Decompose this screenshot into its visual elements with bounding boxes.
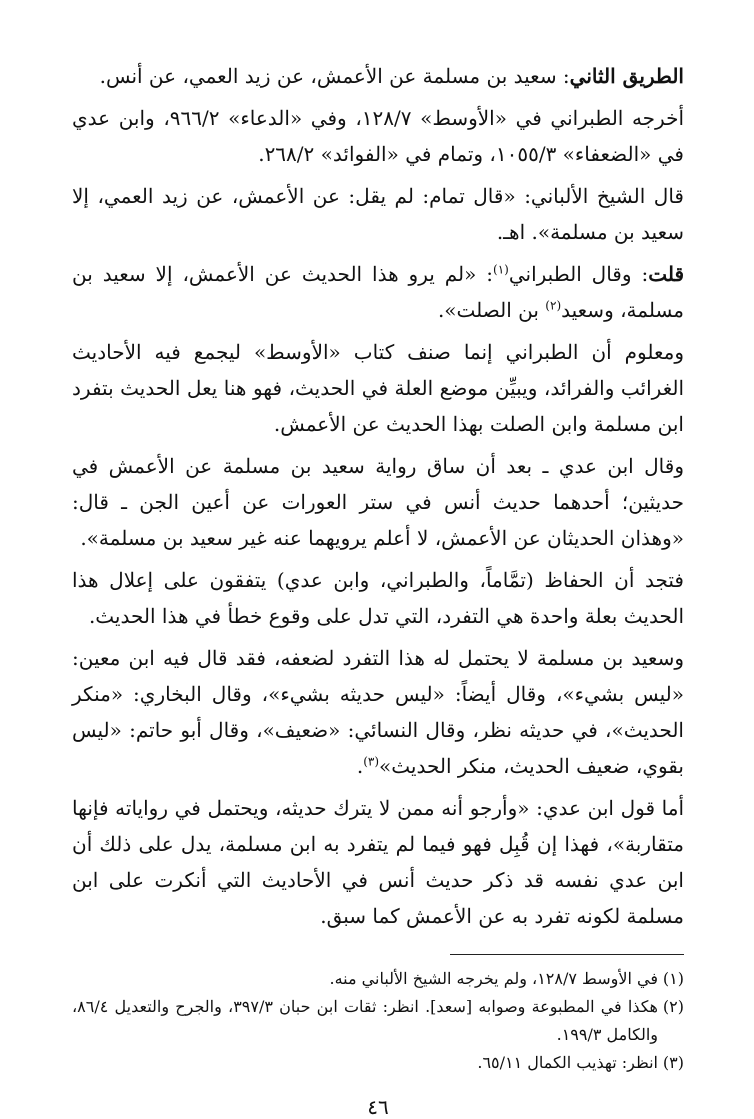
paragraph: وقال ابن عدي ـ بعد أن ساق رواية سعيد بن مسلمة عن الأعمش في حديثين؛ أحدهما حديث أنس في ستر العورات عن أعين الجن ـ قال: «وهذان الحديثان عن الأعمش، لا أعلم يرويهما عنه غير سعيد بن مسلمة». xyxy=(72,454,684,550)
paragraph xyxy=(72,640,684,784)
paragraph-lead: الطريق الثاني xyxy=(569,64,684,88)
paragraph: قال الشيخ الألباني: «قال تمام: لم يقل: عن الأعمش، عن زيد العمي، إلا سعيد بن مسلمة». اهـ. xyxy=(72,184,684,244)
footnote xyxy=(72,1049,684,1077)
paragraph-text: . xyxy=(356,754,364,778)
footnote xyxy=(72,965,684,993)
footnotes xyxy=(72,965,684,1077)
paragraph: أما قول ابن عدي: «وأرجو أنه ممن لا يترك حديثه، ويحتمل في رواياته فإنها متقاربة»، فهذا إن قُبِل فهو فيما لم يتفرد به ابن مسلمة، يدل على ذلك أن ابن عدي نفسه قد ذكر حديث أنس في الأحاديث التي أنكرت على ابن مسلمة لكونه تفرد به عن الأعمش كما سبق. xyxy=(72,796,684,928)
footnote-number: (٣) xyxy=(662,1053,684,1072)
paragraph xyxy=(72,256,684,328)
paragraph-text: بن الصلت». xyxy=(437,298,546,322)
paragraph: فتجد أن الحفاظ (تمَّاماً، والطبراني، وابن عدي) يتفقون على إعلال هذا الحديث بعلة واحدة هي التفرد، التي تدل على وقوع خطأ في هذا الحديث. xyxy=(72,568,684,628)
footnote-number: (١) xyxy=(662,969,684,988)
footnote-ref[interactable]: (١) xyxy=(493,262,509,277)
paragraph: أخرجه الطبراني في «الأوسط» ١٢٨/٧، وفي «الدعاء» ٩٦٦/٢، وابن عدي في «الضعفاء» ١٠٥٥/٣، وتمام في «الفوائد» ٢٦٨/٢. xyxy=(72,106,685,166)
footnote-text: انظر: تهذيب الكمال ٦٥/١١. xyxy=(477,1053,658,1072)
paragraph-lead: قلت xyxy=(648,262,685,286)
footnote-ref[interactable]: (٢) xyxy=(545,298,562,313)
footnote-ref[interactable]: (٣) xyxy=(363,754,380,769)
paragraph: ومعلوم أن الطبراني إنما صنف كتاب «الأوسط» ليجمع فيه الأحاديث الغرائب والفرائد، ويبيِّن موضع العلة في الحديث، فهو هنا يعل الحديث بتفرد ابن مسلمة وابن الصلت بهذا الحديث عن الأعمش. xyxy=(72,340,684,436)
paragraph-text: : «لم يرو هذا الحديث عن الأعمش، إلا سعيد بن مسلمة، وسعيد xyxy=(72,262,684,322)
paragraph-text: وسعيد بن مسلمة لا يحتمل له هذا التفرد لضعفه، فقد قال فيه ابن معين: «ليس بشيء»، وقال أيضاً: «ليس حديثه بشيء»، وقال البخاري: «منكر الحديث»، في حديثه نظر، وقال النسائي: «ضعيف»، وقال أبو حاتم: «ليس بقوي، ضعيف الحديث، منكر الحديث» xyxy=(72,646,684,778)
footnote xyxy=(72,993,684,1049)
footnote-number: (٢) xyxy=(662,997,684,1016)
footnote-text: في الأوسط ١٢٨/٧، ولم يخرجه الشيخ الألباني منه. xyxy=(329,969,658,988)
footnote-text: هكذا في المطبوعة وصوابه [سعد]. انظر: ثقات ابن حبان ٣٩٧/٣، والجرح والتعديل ٨٦/٤، والكامل ١٩٩/٣. xyxy=(72,997,658,1044)
page-number: ٤٦ xyxy=(367,1095,389,1119)
paragraph-text: : سعيد بن مسلمة عن الأعمش، عن زيد العمي، عن أنس. xyxy=(99,64,570,88)
footnote-separator xyxy=(450,954,684,955)
paragraph xyxy=(72,58,684,94)
main-text xyxy=(72,58,684,934)
paragraph-text: : وقال الطبراني xyxy=(508,262,649,286)
